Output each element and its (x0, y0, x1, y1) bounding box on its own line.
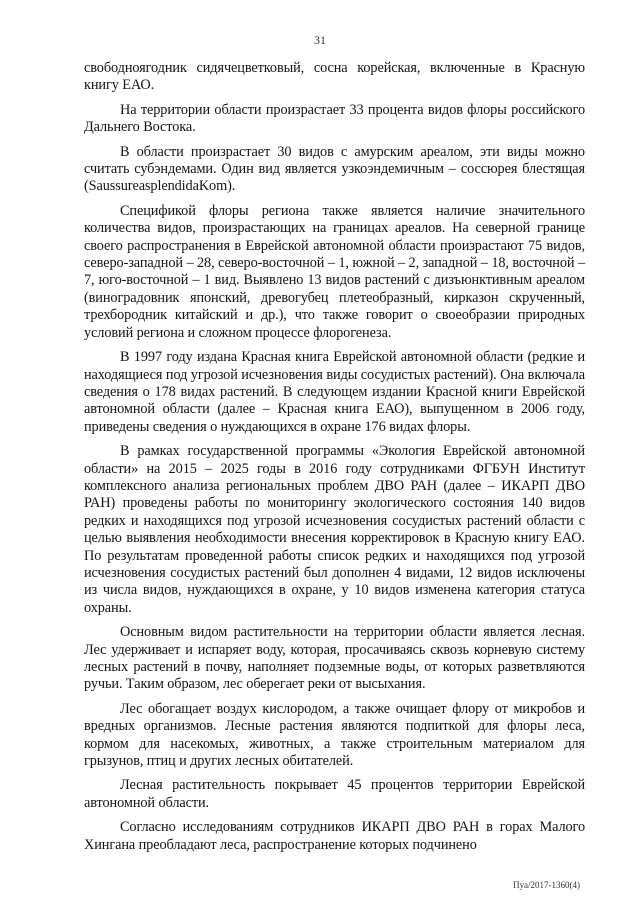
paragraph: На территории области произрастает 33 процента видов флоры российского Дальнего Востока. (84, 101, 585, 136)
paragraph: свободноягодник сидячецветковый, сосна корейская, включенные в Красную книгу ЕАО. (84, 60, 585, 94)
paragraph: Лесная растительность покрывает 45 процентов территории Еврейской автономной области. (84, 777, 585, 811)
paragraph: Лес обогащает воздух кислородом, а также очищает флору от микробов и вредных организмов. Лесные растения являются подпиткой для флоры леса, кормом для насекомых, животных, а также строительным материалом для грызунов, птиц и других лесных обитателей. (84, 700, 585, 770)
paragraph: Согласно исследованиям сотрудников ИКАРП ДВО РАН в горах Малого Хингана преобладают леса, распространение которых подчинено (84, 819, 585, 853)
page-number: 31 (314, 33, 326, 47)
paragraph: В рамках государственной программы «Экология Еврейской автономной области» на 2015 – 2025 годы в 2016 году сотрудниками ФГБУН Институт комплексного анализа региональных проблем ДВО РАН (далее – ИКАРП ДВО РАН) проведены работы по мониторингу экологического состояния 140 видов редких и находящихся под угрозой исчезновения сосудистых растений области с целью выявления необходимости внесения корректировок в Красную книгу ЕАО. По результатам проведенной работы список редких и находящихся под угрозой исчезновения сосудистых растений был дополнен 4 видами, 12 видов исключены из числа видов, нуждающихся в охране, у 10 видов изменена категория статуса охраны. (84, 443, 585, 616)
paragraph: Спецификой флоры региона также является наличие значительного количества видов, произрастающих на границах ареалов. На северной границе своего распространения в Еврейской автономной области произрастают 75 видов, северо-западной – 28, северо-восточной – 1, южной – 2, западной – 18, восточной – 7, юго-восточной – 1 вид. Выявлено 13 видов растений с дизъюнктивным ареалом (виноградовник японский, древогубец плетеобразный, кирказон скрученный, трехбородник китайский и др.), что также говорит о своеобразии природных условий региона и сложном процессе флорогенеза. (84, 202, 585, 341)
paragraph: В 1997 году издана Красная книга Еврейской автономной области (редкие и находящиеся под угрозой исчезновения виды сосудистых растений). Она включала сведения о 178 видах растений. В следующем издании Красной книги Еврейской автономной области (далее – Красная книга ЕАО), выпущенном в 2006 году, приведены сведения о нуждающихся в охране 176 видах флоры. (84, 349, 585, 435)
paragraph: В области произрастает 30 видов с амурским ареалом, эти виды можно считать субэндемами. Один вид является узкоэндемичным – соссюрея блестящая (SaussureasplendidaKom). (84, 143, 585, 195)
document-body (84, 60, 585, 861)
document-code: Пуа/2017-1360(4) (513, 880, 580, 890)
paragraph: Основным видом растительности на территории области является лесная. Лес удерживает и испаряет воду, которая, просачиваясь сквозь корневую систему лесных растений в почву, наполняет подземные воды, от которых разветвляются ручьи. Таким образом, лес оберегает реки от высыхания. (84, 624, 585, 693)
